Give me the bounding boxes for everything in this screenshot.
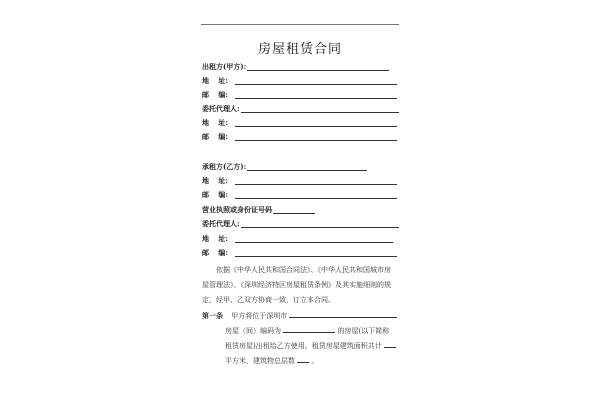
article-1-text-2b: 的房屋(以下简称 [337, 327, 390, 335]
article-1-text-4a: 平方米，建筑物总层数 [225, 357, 295, 365]
party-a-address-field[interactable] [235, 77, 397, 85]
party-a-agent-field[interactable] [241, 105, 399, 113]
preamble-line-3: 定，经甲、乙双方协商一致，订立本合同。 [202, 296, 335, 304]
preamble-line-1: 依据《中华人民共和国合同法》、《中华人民共和国城市房 [216, 266, 391, 274]
party-b-license-label: 营业执照或身份证号码 [202, 205, 272, 214]
article-1-line-4 [202, 354, 397, 369]
article-1-line-2 [202, 324, 397, 339]
party-a-address-label: 地 址: [202, 76, 229, 85]
party-b-address-row [202, 176, 397, 185]
party-a-agent-address-label: 地 址: [202, 118, 229, 127]
preamble-paragraph [202, 263, 391, 308]
party-a-agent-address-row [202, 118, 397, 127]
party-b-license-row [202, 205, 315, 214]
article-1-floors-field[interactable] [297, 355, 309, 363]
party-a-agent-postcode-row [202, 132, 397, 141]
party-a-agent-postcode-field[interactable] [235, 133, 397, 141]
party-a-postcode-field[interactable] [235, 91, 397, 99]
top-divider [201, 24, 399, 25]
party-b-license-field[interactable] [273, 206, 315, 214]
article-1-heading: 第一条 [202, 311, 223, 320]
party-b-postcode-row [202, 190, 397, 199]
party-b-agent-address-row [202, 234, 393, 243]
party-b-postcode-field[interactable] [235, 191, 397, 199]
article-1-area-field[interactable] [384, 340, 396, 348]
party-a-postcode-label: 邮 编: [202, 90, 229, 99]
party-b-agent-address-field[interactable] [235, 235, 393, 243]
party-b-row [202, 162, 367, 171]
article-1-code-field[interactable] [283, 325, 335, 333]
party-b-address-field[interactable] [235, 177, 397, 185]
party-a-label: 出租方(甲方): [202, 62, 247, 71]
party-a-agent-label: 委托代理人: [202, 104, 240, 113]
article-1-text-4b: 。 [311, 357, 319, 365]
article-1-text-1: 甲方将位于深圳市 [231, 312, 288, 320]
party-a-row [202, 62, 389, 71]
party-a-agent-postcode-label: 邮 编: [202, 132, 229, 141]
party-b-agent-postcode-label: 邮 编: [202, 248, 229, 257]
document-title: 房屋租赁合同 [257, 42, 342, 57]
party-b-field[interactable] [247, 163, 367, 171]
party-b-address-label: 地 址: [202, 176, 229, 185]
article-1 [202, 308, 397, 369]
party-a-field[interactable] [247, 63, 389, 71]
article-1-text-2a: 房屋（间）编码为 [225, 327, 281, 335]
party-b-agent-postcode-field[interactable] [235, 249, 397, 257]
party-b-agent-label: 委托代理人: [202, 219, 240, 228]
party-a-address-row [202, 76, 397, 85]
party-b-postcode-label: 邮 编: [202, 190, 229, 199]
party-a-postcode-row [202, 90, 397, 99]
party-a-agent-address-field[interactable] [235, 119, 397, 127]
party-b-agent-address-label: 地 址: [202, 234, 229, 243]
party-b-agent-row [202, 219, 399, 228]
article-1-location-field[interactable] [289, 310, 397, 318]
party-a-agent-row [202, 104, 399, 113]
party-b-agent-postcode-row [202, 248, 397, 257]
party-b-label: 承租方(乙方): [202, 162, 247, 171]
party-b-agent-field[interactable] [241, 220, 399, 228]
article-1-line-1 [202, 308, 397, 324]
preamble-line-2: 屋管理法》、《深圳经济特区房屋租赁条例》及其实施细则的规 [202, 281, 391, 289]
article-1-text-3: 租赁房屋)出租给乙方使用。租赁房屋建筑面积共计 [225, 342, 382, 350]
article-1-line-3 [202, 339, 397, 354]
